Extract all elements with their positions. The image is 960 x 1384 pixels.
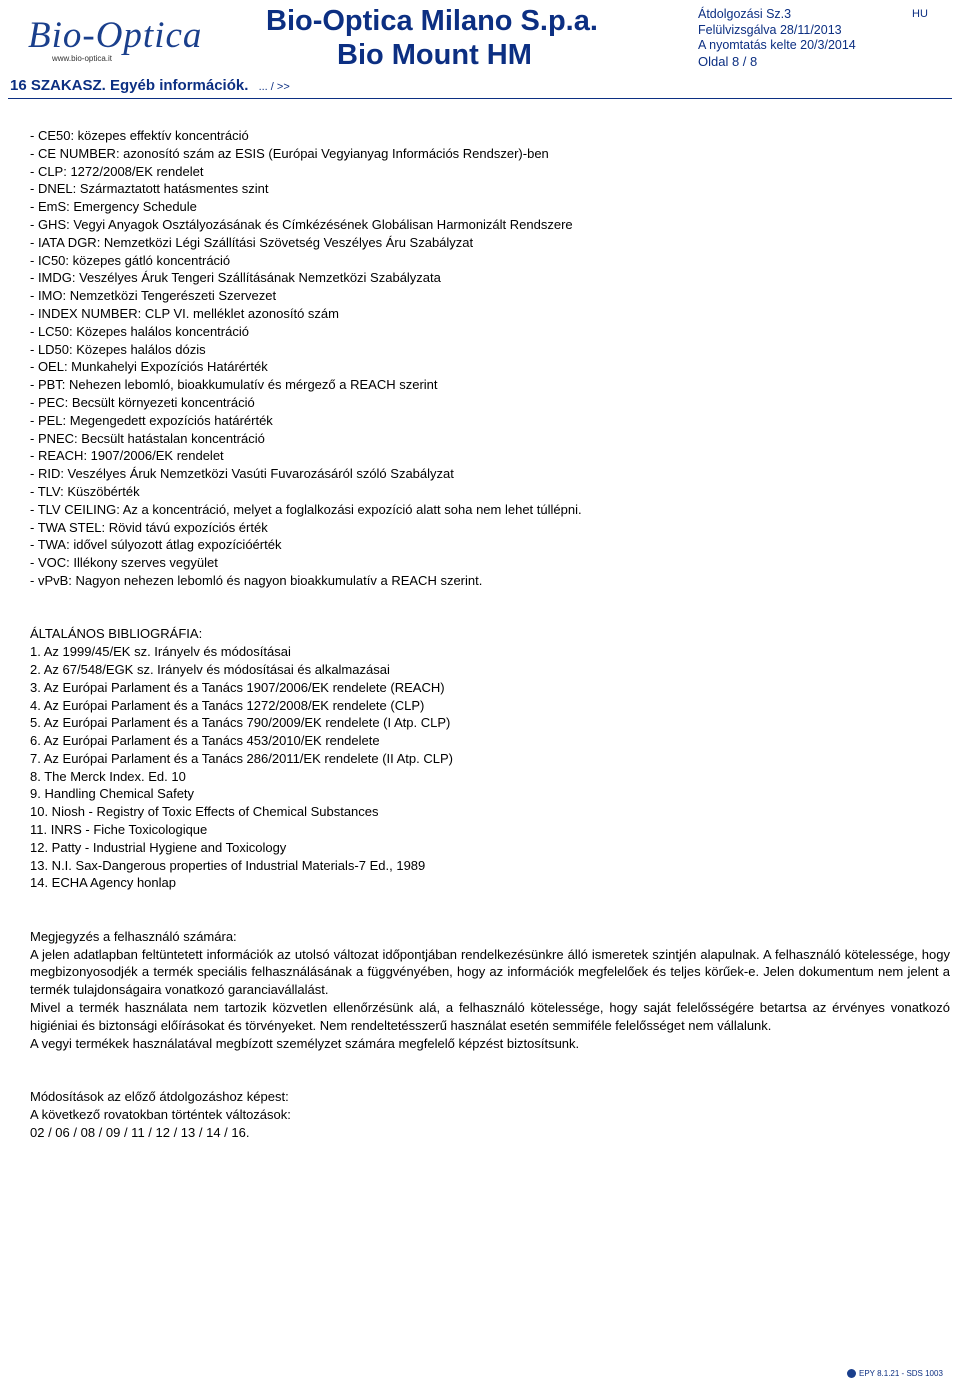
- print-date: A nyomtatás kelte 20/3/2014: [698, 38, 856, 52]
- note-paragraph-3: A vegyi termékek használatával megbízott személyzet számára megfelelő képzést biztosítsunk.: [30, 1035, 580, 1051]
- abbreviation-item: - OEL: Munkahelyi Expozíciós Határérték: [30, 359, 268, 375]
- logo-url: www.bio-optica.it: [52, 54, 113, 63]
- bibliography-item: 10. Niosh - Registry of Toxic Effects of Chemical Substances: [30, 804, 379, 820]
- bibliography-title: ÁLTALÁNOS BIBLIOGRÁFIA:: [30, 626, 203, 642]
- logo-wordmark: Bio-Optica: [28, 15, 203, 56]
- changed-sections: 02 / 06 / 08 / 09 / 11 / 12 / 13 / 14 / 16.: [30, 1124, 250, 1140]
- abbreviation-item: - LC50: Közepes halálos koncentráció: [30, 323, 249, 339]
- bibliography-item: 11. INRS - Fiche Toxicologique: [30, 822, 208, 838]
- bibliography-item: 13. N.I. Sax-Dangerous properties of Industrial Materials-7 Ed., 1989: [30, 857, 426, 873]
- abbreviation-item: - CE50: közepes effektív koncentráció: [30, 128, 249, 143]
- changes-subtitle: A következő rovatokban történtek változások:: [30, 1106, 291, 1122]
- abbreviation-item: - IC50: közepes gátló koncentráció: [30, 252, 231, 268]
- abbreviation-item: - REACH: 1907/2006/EK rendelet: [30, 448, 224, 464]
- changes-title: Módosítások az előző átdolgozáshoz képest:: [30, 1089, 289, 1105]
- note-paragraph-2: Mivel a termék használata nem tartozik közvetlen ellenőrzésünk alá, a felhasználó kötelessége, hogy saját felelősségére betartsa az érvényes vonatkozó higiéniai és biztonsági előírásokat és törvényeket. Nem rendeltetésszerű használat esetén semmiféle felelősséget nem vállalunk.: [30, 1000, 950, 1033]
- abbreviation-item: - IMDG: Veszélyes Áruk Tengeri Szállításának Nemzetközi Szabályzata: [30, 270, 441, 286]
- abbreviation-item: - EmS: Emergency Schedule: [30, 199, 197, 215]
- header-divider: [8, 98, 952, 99]
- abbreviation-item: - VOC: Illékony szerves vegyület: [30, 555, 218, 571]
- revision-number: Átdolgozási Sz.3: [698, 7, 792, 21]
- abbreviation-item: - INDEX NUMBER: CLP VI. melléklet azonosító szám: [30, 305, 339, 321]
- bibliography-item: 2. Az 67/548/EGK sz. Irányelv és módosításai és alkalmazásai: [30, 661, 390, 677]
- document-meta: [698, 7, 856, 69]
- bibliography-item: 14. ECHA Agency honlap: [30, 875, 176, 891]
- abbreviation-item: - TWA STEL: Rövid távú expozíciós érték: [30, 519, 268, 535]
- abbreviation-item: - vPvB: Nagyon nehezen lebomló és nagyon bioakkumulatív a REACH szerint.: [30, 572, 483, 588]
- footer-code: [847, 1369, 943, 1378]
- document-body: [30, 127, 950, 1141]
- bibliography-item: 3. Az Európai Parlament és a Tanács 1907/2006/EK rendelete (REACH): [30, 679, 445, 695]
- bibliography-item: 9. Handling Chemical Safety: [30, 786, 195, 802]
- footer-code-text: EPY 8.1.21 - SDS 1003: [859, 1369, 943, 1378]
- abbreviation-item: - CLP: 1272/2008/EK rendelet: [30, 163, 204, 179]
- note-text: [30, 946, 950, 1053]
- bibliography-item: 12. Patty - Industrial Hygiene and Toxicology: [30, 839, 287, 855]
- abbreviation-item: - LD50: Közepes halálos dózis: [30, 341, 206, 357]
- brand-badge-icon: [847, 1369, 856, 1378]
- abbreviation-item: - DNEL: Származtatott hatásmentes szint: [30, 181, 269, 197]
- abbreviation-item: - TLV: Küszöbérték: [30, 483, 140, 499]
- note-title: Megjegyzés a felhasználó számára:: [30, 928, 237, 944]
- abbreviation-item: - IATA DGR: Nemzetközi Légi Szállítási Szövetség Veszélyes Áru Szabályzat: [30, 234, 474, 250]
- abbreviation-item: - RID: Veszélyes Áruk Nemzetközi Vasúti Fuvarozásáról szóló Szabályzat: [30, 466, 454, 482]
- bibliography-item: 1. Az 1999/45/EK sz. Irányelv és módosításai: [30, 644, 291, 660]
- abbreviation-item: - PEC: Becsült környezeti koncentráció: [30, 394, 255, 410]
- abbreviation-item: - TWA: idővel súlyozott átlag expozícióérték: [30, 537, 282, 553]
- abbreviation-item: - GHS: Vegyi Anyagok Osztályozásának és Címkézésének Globálisan Harmonizált Rendszere: [30, 216, 573, 232]
- abbreviation-item: - TLV CEILING: Az a koncentráció, melyet a foglalkozási expozíció alatt soha nem lehet túllépni.: [30, 501, 582, 517]
- page-number: Oldal 8 / 8: [698, 53, 758, 69]
- abbreviation-item: - CE NUMBER: azonosító szám az ESIS (Európai Vegyianyag Információs Rendszer)-ben: [30, 145, 549, 161]
- section-heading: 16 SZAKASZ. Egyéb információk.: [10, 77, 249, 94]
- abbreviation-item: - PBT: Nehezen lebomló, bioakkumulatív és mérgező a REACH szerint: [30, 377, 438, 393]
- company-header: [266, 4, 616, 72]
- abbreviation-item: - IMO: Nemzetközi Tengerészeti Szervezet: [30, 288, 277, 304]
- product-name: Bio Mount HM: [337, 39, 532, 71]
- language-code: HU: [912, 8, 928, 20]
- company-logo: [22, 14, 203, 70]
- abbreviation-item: - PNEC: Becsült hatástalan koncentráció: [30, 430, 265, 446]
- bibliography-item: 7. Az Európai Parlament és a Tanács 286/2011/EK rendelete (II Atp. CLP): [30, 750, 453, 766]
- review-date: Felülvizsgálva 28/11/2013: [698, 22, 842, 37]
- bibliography-list: [30, 643, 950, 892]
- abbreviation-item: - PEL: Megengedett expozíciós határérték: [30, 412, 273, 428]
- bibliography-item: 6. Az Európai Parlament és a Tanács 453/2010/EK rendelete: [30, 733, 380, 749]
- bibliography-item: 8. The Merck Index. Ed. 10: [30, 768, 186, 784]
- continued-marker: ... / >>: [258, 81, 290, 93]
- company-name: Bio-Optica Milano S.p.a.: [266, 5, 598, 37]
- note-paragraph-1: A jelen adatlapban feltüntetett információk az utolsó változat időpontjában rendelkezésünkre álló ismeretek szintjén alapulnak. A felhasználó kötelessége, hogy megbizonyosodjék a termék speciális felhasználásának a függvényében, hogy az információk megfelelőek és teljes körűek-e. Jelen dokumentum nem jelent a termék tulajdonságaira vonatkozó garanciavállalást.: [30, 946, 950, 998]
- abbreviations-list: [30, 127, 950, 590]
- section-title: [10, 77, 290, 94]
- bibliography-item: 5. Az Európai Parlament és a Tanács 790/2009/EK rendelete (I Atp. CLP): [30, 715, 451, 731]
- bibliography-item: 4. Az Európai Parlament és a Tanács 1272/2008/EK rendelete (CLP): [30, 697, 425, 713]
